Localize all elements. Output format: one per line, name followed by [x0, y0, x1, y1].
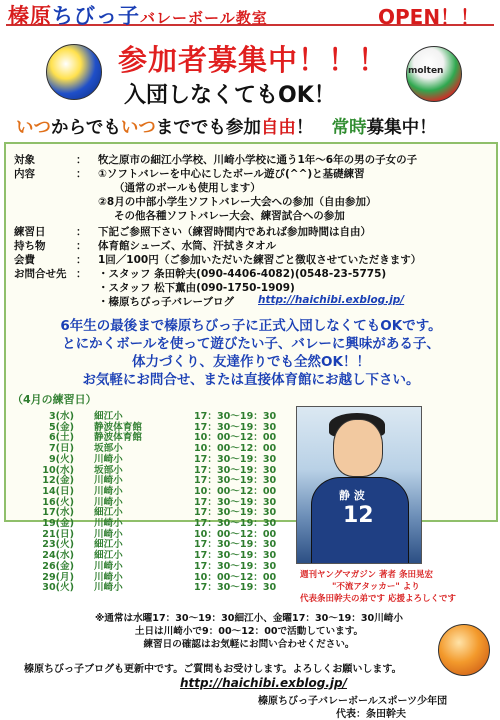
info-label: 持ち物 — [14, 240, 46, 252]
illustration-credit: "不流アタッカー" より — [332, 582, 420, 592]
info-label: 内容 — [14, 168, 35, 180]
info-value: ・榛原ちびっ子バレーブログ — [98, 296, 234, 308]
jersey-name: 静 波 — [339, 489, 365, 502]
message-line: お気軽にお問合せ、または直接体育館にお越し下さい。 — [82, 372, 420, 388]
illustration-credit: 週刊ヤングマガジン 著者 条田晃宏 — [300, 570, 433, 580]
schedule-date: 19(金) — [42, 518, 74, 529]
title-part-c: バレーボール教室 — [140, 9, 268, 27]
schedule-place: 細江小 — [94, 539, 123, 551]
schedule-place: 細江小 — [94, 411, 123, 422]
info-value: 牧之原市の細江小学校、川崎小学校に通う1年～6年の男の子女の子 — [98, 154, 418, 166]
jersey-number: 12 — [343, 503, 374, 528]
schedule-place: 川崎小 — [94, 582, 123, 594]
schedule-place: 川崎小 — [94, 528, 123, 540]
note-line: 土日は川崎小で9：00～12：00で活動しています。 — [134, 626, 364, 637]
no-join-headline: 入団しなくてもOK！ — [124, 83, 336, 108]
info-label: お問合せ先 — [14, 268, 67, 280]
illustration-credit: 代表条田幹夫の弟です 応援よろしくです — [300, 594, 456, 604]
info-value: （通常のボールも使用します） — [114, 182, 261, 194]
schedule-date: 17(水) — [42, 507, 74, 519]
schedule-date: 3(水) — [48, 411, 74, 422]
schedule-date: 29(月) — [42, 571, 74, 583]
schedule-date: 30(火) — [42, 582, 74, 594]
info-value: ②8月の中部小学生ソフトバレー大会への参加（自由参加） — [98, 196, 377, 208]
schedule-time: 17：30～19：30 — [194, 582, 277, 594]
schedule-date: 16(火) — [42, 496, 74, 508]
message-line: 体力づくり、友達作りでも全然OK！！ — [132, 354, 370, 370]
anytime-part: 自由 — [260, 118, 296, 138]
schedule-time: 17：30～19：30 — [194, 507, 277, 519]
info-label: 練習日 — [14, 226, 46, 238]
schedule-date: 6(土) — [48, 432, 74, 444]
message-line: とにかくボールを使って遊びたい子、バレーに興味がある子、 — [62, 336, 440, 352]
schedule-time: 10：00～12：00 — [194, 485, 277, 497]
info-value: その他各種ソフトバレー大会、練習試合への参加 — [114, 210, 345, 222]
schedule-date: 9(火) — [48, 453, 74, 465]
page-title — [8, 0, 268, 30]
schedule-place: 川崎小 — [94, 571, 123, 583]
info-colon: ： — [76, 154, 87, 166]
schedule-time: 10：00～12：00 — [194, 443, 277, 455]
schedule-place: 川崎小 — [94, 518, 123, 529]
info-value: 下記ご参照下さい（練習時間内であれば参加時間は自由） — [98, 226, 371, 238]
note-line: 練習日の確認はお気軽にお問い合わせください。 — [143, 639, 355, 650]
schedule-time: 17：30～19：30 — [194, 464, 277, 476]
anytime-headline — [16, 114, 437, 139]
footer-blog-text: 榛原ちびっ子ブログも更新中です。ご質問もお受けします。よろしくお願いします。 — [24, 664, 402, 675]
schedule-place: 静波体育館 — [94, 421, 142, 433]
schedule-place: 川崎小 — [94, 560, 123, 572]
info-value: 体育館シューズ、水筒、汗拭きタオル — [98, 240, 277, 252]
anytime-part: いつ — [120, 118, 156, 138]
footer-rep: 代表：条田幹夫 — [336, 709, 406, 720]
schedule-time: 10：00～12：00 — [194, 571, 277, 583]
schedule-date: 21(日) — [42, 528, 74, 540]
schedule-date: 23(火) — [42, 539, 74, 551]
info-label: 会費 — [14, 254, 35, 266]
ball-brand-label: molten — [408, 66, 444, 76]
info-colon: ： — [76, 168, 87, 180]
schedule-time: 10：00～12：00 — [194, 528, 277, 540]
schedule-place: 静波体育館 — [94, 432, 142, 444]
info-colon: ： — [76, 268, 87, 280]
schedule-title: （4月の練習日） — [12, 393, 97, 406]
info-value: ①ソフトバレーを中心にしたボール遊び(^^)と基礎練習 — [98, 168, 365, 180]
anytime-part: からでも — [51, 118, 121, 138]
info-value: 1回／100円（ご参加いただいた練習ごと徴収させていただきます） — [98, 254, 422, 266]
info-colon: ： — [76, 226, 87, 238]
schedule-time: 17：30～19：30 — [194, 539, 277, 551]
info-colon: ： — [76, 240, 87, 252]
info-value: ・スタッフ 松下薫由(090-1750-1909) — [98, 282, 295, 294]
schedule-place: 川崎小 — [94, 453, 123, 465]
anytime-part: 募集中！ — [366, 118, 437, 138]
info-value: ・スタッフ 条田幹夫(090-4406-4082)(0548-23-5775) — [98, 268, 387, 280]
schedule-place: 坂部小 — [94, 443, 123, 455]
schedule-date: 7(日) — [48, 443, 74, 455]
schedule-place: 坂部小 — [94, 464, 123, 476]
schedule-date: 24(水) — [42, 550, 74, 562]
volleyball-icon-small — [438, 624, 490, 676]
anytime-part: 常時 — [331, 118, 367, 138]
schedule-place: 細江小 — [94, 550, 123, 562]
schedule-time: 10：00～12：00 — [194, 432, 277, 444]
schedule-time: 17：30～19：30 — [194, 496, 277, 508]
blog-link[interactable]: http://haichibi.exblog.jp/ — [258, 294, 405, 306]
footer-blog-link[interactable]: http://haichibi.exblog.jp/ — [180, 676, 348, 690]
schedule-time: 17：30～19：30 — [194, 560, 277, 572]
schedule-place: 川崎小 — [94, 475, 123, 487]
schedule-place: 細江小 — [94, 507, 123, 519]
title-part-a: 榛原 — [8, 4, 52, 28]
schedule-date: 14(日) — [42, 485, 74, 497]
open-label: OPEN！！ — [378, 5, 481, 29]
schedule-time: 17：30～19：30 — [194, 453, 277, 465]
footer-org: 榛原ちびっ子バレーボールスポーツ少年団 — [258, 696, 448, 707]
schedule-date: 5(金) — [48, 421, 74, 433]
schedule-place: 川崎小 — [94, 496, 123, 508]
schedule-time: 17：30～19：30 — [194, 421, 277, 433]
info-label: 対象 — [14, 154, 35, 166]
schedule-time: 17：30～19：30 — [194, 518, 277, 529]
manga-illustration — [296, 406, 422, 564]
player-head — [333, 419, 383, 477]
anytime-part: まででも参加 — [155, 118, 261, 138]
volleyball-icon-left — [46, 44, 102, 100]
anytime-part: ！ — [295, 118, 314, 138]
schedule-date: 26(金) — [42, 560, 74, 572]
recruit-headline: 参加者募集中！！！ — [118, 43, 389, 77]
schedule-place: 川崎小 — [94, 485, 123, 497]
schedule-time: 17：30～19：30 — [194, 411, 277, 422]
note-line: ※通常は水曜17：30～19：30細江小、金曜17：30～19：30川崎小 — [94, 613, 403, 624]
message-line: 6年生の最後まで榛原ちびっ子に正式入団しなくてもOKです。 — [60, 318, 442, 334]
info-colon: ： — [76, 254, 87, 266]
schedule-time: 17：30～19：30 — [194, 550, 277, 562]
schedule-date: 10(水) — [42, 464, 74, 476]
title-part-b: ちびっ子 — [52, 4, 140, 28]
schedule-time: 17：30～19：30 — [194, 475, 277, 487]
schedule-date: 12(金) — [42, 475, 74, 487]
anytime-part: いつ — [16, 118, 51, 138]
